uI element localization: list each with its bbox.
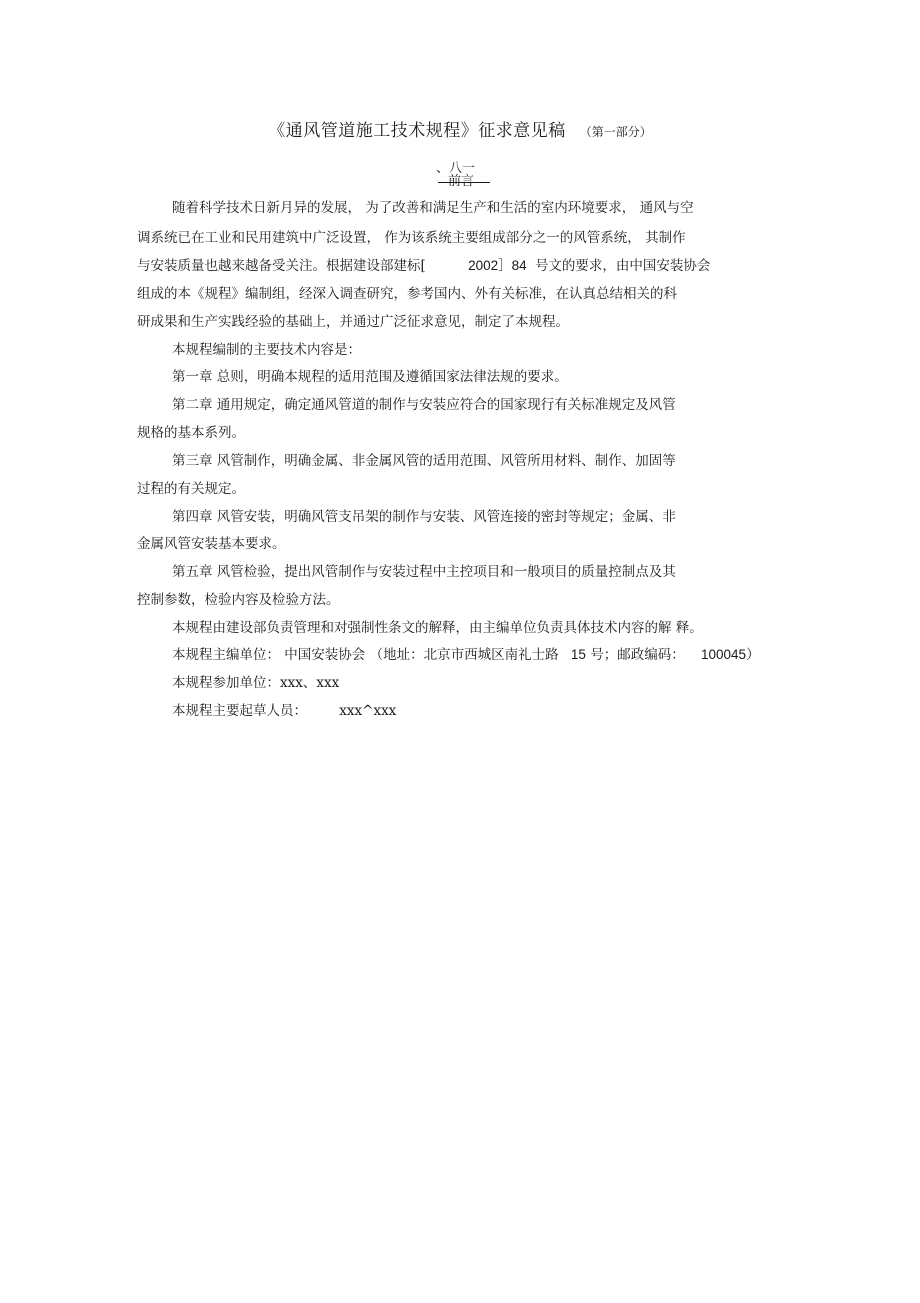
paragraph-line: 第三章 风管制作，明确金属、非金属风管的适用范围、风管所用材料、制作、加固等	[172, 453, 676, 469]
paragraph-line: 本规程编制的主要技术内容是：	[172, 342, 361, 358]
paragraph-text: 15	[570, 647, 586, 662]
paragraph-line: 第五章 风管检验，提出风管制作与安装过程中主控项目和一般项目的质量控制点及其	[172, 564, 676, 580]
document-title	[0, 116, 920, 141]
section-heading: 前言	[448, 174, 475, 189]
paragraph-line: 调系统已在工业和民用建筑中广泛设置， 作为该系统主要组成部分之一的风管系统， 其制作	[137, 230, 686, 246]
section-number-mark: 、八一	[436, 161, 476, 176]
paragraph-text: 2002］84	[468, 258, 527, 273]
paragraph-line	[172, 702, 396, 720]
paragraph-line: 金属风管安装基本要求。	[137, 536, 286, 552]
paragraph-line: 第一章 总则，明确本规程的适用范围及遵循国家法律法规的要求。	[172, 369, 568, 385]
paragraph-line: 随着科学技术日新月异的发展， 为了改善和满足生产和生活的室内环境要求， 通风与空	[172, 200, 694, 216]
paragraph-line: 第二章 通用规定，确定通风管道的制作与安装应符合的国家现行有关标准规定及风管	[172, 397, 676, 413]
paragraph-line: 本规程由建设部负责管理和对强制性条文的解释，由主编单位负责具体技术内容的解 释。	[172, 620, 703, 636]
paragraph-line	[137, 257, 710, 275]
paragraph-text: 号；邮政编码：	[590, 647, 685, 663]
paragraph-line: 组成的本《规程》编制组，经深入调查研究，参考国内、外有关标准，在认真总结相关的科	[137, 286, 677, 302]
paragraph-text: xxx^xxx	[339, 703, 397, 719]
title-main: 《通风管道施工技术规程》征求意见稿	[268, 121, 566, 141]
paragraph-text: 号文的要求，由中国安装协会	[534, 258, 711, 274]
paragraph-line: 第四章 风管安装，明确风管支吊架的制作与安装、风管连接的密封等规定；金属、非	[172, 509, 676, 525]
paragraph-line	[172, 646, 760, 664]
paragraph-text: 本规程主要起草人员：	[172, 703, 307, 719]
paragraph-text: 本规程主编单位： 中国安装协会 （地址：北京市西城区南礼士路	[172, 647, 559, 663]
paragraph-line: 规格的基本系列。	[137, 425, 245, 441]
paragraph-line: 控制参数，检验内容及检验方法。	[137, 592, 340, 608]
title-subtitle: （第一部分）	[579, 125, 652, 139]
paragraph-line: 研成果和生产实践经验的基础上，并通过广泛征求意见，制定了本规程。	[137, 314, 569, 330]
paragraph-line: 本规程参加单位：xxx、xxx	[172, 675, 340, 691]
paragraph-text: 100045）	[701, 647, 760, 662]
paragraph-text: 与安装质量也越来越备受关注。根据建设部建标[	[137, 258, 426, 274]
paragraph-line: 过程的有关规定。	[137, 481, 245, 497]
